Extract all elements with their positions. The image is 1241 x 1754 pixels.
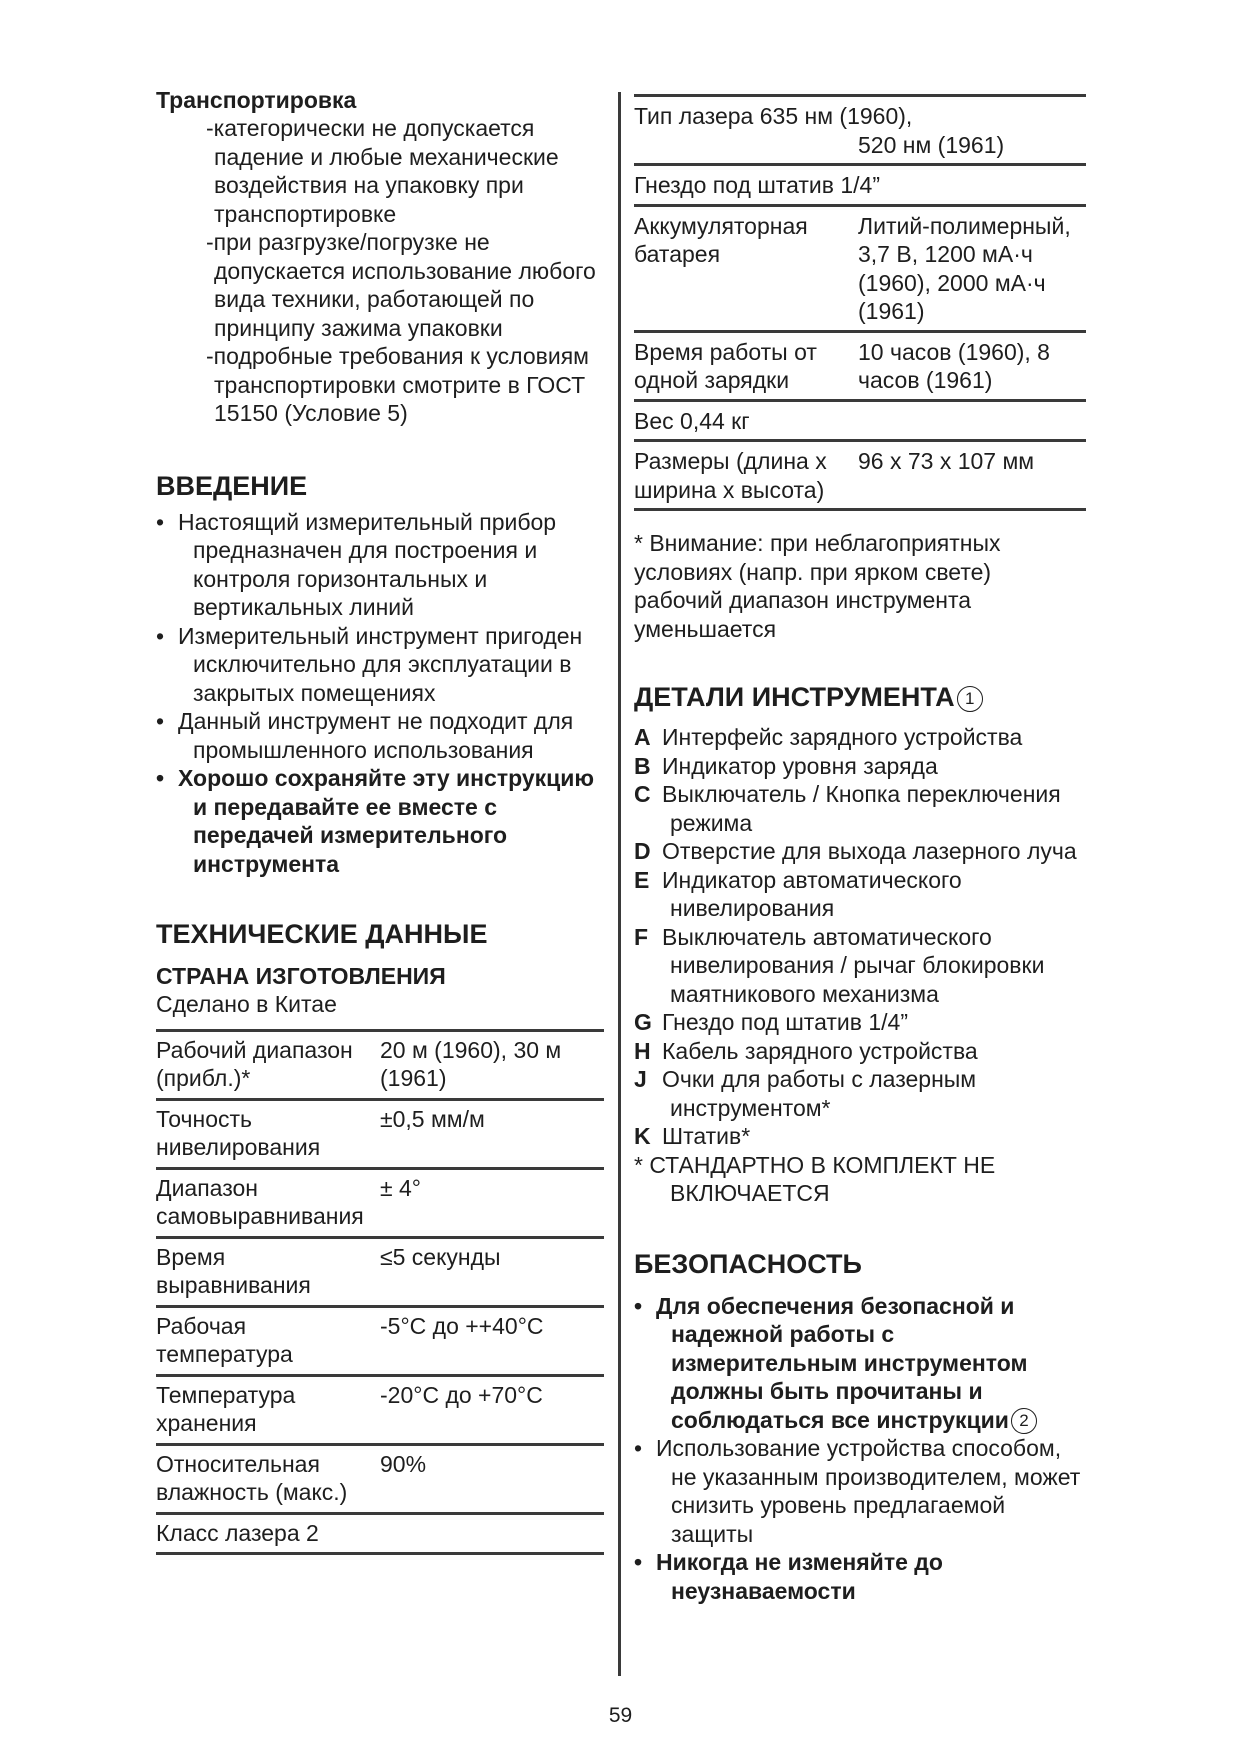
figure-ref-2: 2 xyxy=(1011,1408,1037,1434)
spec-value: ± 4° xyxy=(380,1168,604,1237)
list-item: • Никогда не изменяйте до неузнаваемости xyxy=(634,1548,1086,1605)
table-row xyxy=(156,1306,604,1375)
list-item: -категорически не допускается падение и любые механические воздействия на упаковку при транспортировке xyxy=(206,115,559,227)
list-item xyxy=(634,780,1086,837)
spec-key: Вес 0,44 кг xyxy=(634,400,1086,441)
spec-key: Рабочая температура xyxy=(156,1306,380,1375)
table-row xyxy=(634,331,1086,400)
part-text: Интерфейс зарядного устройства xyxy=(662,724,1023,750)
table-row xyxy=(156,1513,604,1554)
part-text: Индикатор автоматического нивелирования xyxy=(662,866,962,921)
parts-list xyxy=(634,723,1086,1151)
table-row xyxy=(156,1099,604,1168)
part-text: Выключатель автоматического нивелирования / рычаг блокировки маятникового механизма xyxy=(662,923,1045,1007)
spec-value: 20 м (1960), 30 м (1961) xyxy=(380,1030,604,1099)
table-row xyxy=(156,1444,604,1513)
spec-table xyxy=(156,1029,604,1556)
part-text: Гнездо под штатив 1/4” xyxy=(662,1009,908,1035)
list-item: • Данный инструмент не подходит для промышленного использования xyxy=(156,707,604,764)
range-note: * Внимание: при неблагоприятных условиях (напр. при ярком свете) рабочий диапазон инструмента уменьшается xyxy=(634,530,1001,642)
table-row xyxy=(156,1375,604,1444)
list-item xyxy=(634,1292,1086,1435)
spec-key: Рабочий диапазон (прибл.)* xyxy=(156,1030,380,1099)
list-item xyxy=(634,723,1086,752)
spec-value: Литий-полимерный, 3,7 В, 1200 мА·ч (1960), 2000 мА·ч (1961) xyxy=(858,205,1086,331)
list-item xyxy=(634,752,1086,781)
transport-title: Транспортировка xyxy=(156,87,357,113)
part-letter: G xyxy=(634,1009,652,1035)
column-divider xyxy=(618,92,621,1676)
spec-value: -20°С до +70°С xyxy=(380,1375,604,1444)
tech-title: ТЕХНИЧЕСКИЕ ДАННЫЕ xyxy=(156,919,488,949)
table-row xyxy=(634,441,1086,510)
spec-value: 96 х 73 х 107 мм xyxy=(858,441,1086,510)
spec-key: Диапазон самовыравнивания xyxy=(156,1168,380,1237)
part-letter: J xyxy=(634,1066,647,1092)
part-text: Индикатор уровня заряда xyxy=(662,752,938,779)
table-row xyxy=(156,1168,604,1237)
list-item: • Хорошо сохраняйте эту инструкцию и передавайте ее вместе с передачей измерительного инструмента xyxy=(156,764,604,878)
list-item: • Измерительный инструмент пригоден исключительно для эксплуатации в закрытых помещениях xyxy=(156,622,604,708)
parts-title-text: ДЕТАЛИ ИНСТРУМЕНТА xyxy=(634,682,955,712)
part-text: Кабель зарядного устройства xyxy=(662,1037,978,1064)
list-item: -подробные требования к условиям транспортировки смотрите в ГОСТ 15150 (Условие 5) xyxy=(206,343,589,426)
safety-title: БЕЗОПАСНОСТЬ xyxy=(634,1248,862,1279)
figure-ref-1: 1 xyxy=(957,686,983,712)
spec-value: ≤5 секунды xyxy=(380,1237,604,1306)
table-row xyxy=(634,400,1086,441)
left-column xyxy=(156,86,604,1555)
page-number: 59 xyxy=(608,1704,633,1727)
spec-key: Время работы от одной зарядки xyxy=(634,331,858,400)
spec-value: 90% xyxy=(380,1444,604,1513)
spec-key: Относительная влажность (макс.) xyxy=(156,1444,380,1513)
parts-title xyxy=(634,681,1086,713)
table-row xyxy=(156,1030,604,1099)
part-letter: K xyxy=(634,1123,651,1149)
list-item xyxy=(634,1008,1086,1037)
list-item xyxy=(634,837,1086,866)
safety-item-text: Для обеспечения безопасной и надежной работы с измерительным инструментом должны быть прочитаны и соблюдаться все инструкции xyxy=(656,1292,1028,1433)
table-row xyxy=(634,205,1086,331)
spec-value: 10 часов (1960), 8 часов (1961) xyxy=(858,331,1086,400)
list-item: • Настоящий измерительный прибор предназначен для построения и контроля горизонтальных и вертикальных линий xyxy=(156,508,604,622)
transport-list xyxy=(156,114,604,428)
part-text: Штатив* xyxy=(662,1123,751,1149)
list-item: • Использование устройства способом, не указанным производителем, может снизить уровень предлагаемой защиты xyxy=(634,1434,1086,1548)
intro-list xyxy=(156,508,604,879)
list-item xyxy=(634,1122,1086,1151)
spec-key: Аккумуляторная батарея xyxy=(634,205,858,331)
list-item xyxy=(634,1037,1086,1066)
parts-footnote: * СТАНДАРТНО В КОМПЛЕКТ НЕ ВКЛЮЧАЕТСЯ xyxy=(634,1151,996,1206)
list-item xyxy=(634,1065,1086,1122)
spec-key: Температура хранения xyxy=(156,1375,380,1444)
spec-table-continued xyxy=(634,94,1086,511)
part-letter: C xyxy=(634,781,651,807)
spec-key: Гнездо под штатив 1/4” xyxy=(634,165,1086,206)
spec-key: Размеры (длина х ширина х высота) xyxy=(634,441,858,510)
intro-title: ВВЕДЕНИЕ xyxy=(156,470,308,501)
part-text: Очки для работы с лазерным инструментом* xyxy=(662,1066,977,1121)
part-letter: H xyxy=(634,1037,651,1064)
part-letter: E xyxy=(634,866,650,893)
spec-key: Время выравнивания xyxy=(156,1237,380,1306)
part-text: Выключатель / Кнопка переключения режима xyxy=(662,781,1061,836)
spec-key: Класс лазера 2 xyxy=(156,1513,604,1554)
table-row xyxy=(634,165,1086,206)
part-letter: D xyxy=(634,838,651,864)
list-item xyxy=(634,866,1086,923)
spec-key: Тип лазера 635 нм (1960), xyxy=(634,103,913,129)
spec-value: ±0,5 мм/м xyxy=(380,1099,604,1168)
spec-value: 520 нм (1961) xyxy=(858,131,1005,158)
safety-list xyxy=(634,1292,1086,1606)
part-letter: B xyxy=(634,752,651,779)
right-column xyxy=(634,86,1086,1605)
part-text: Отверстие для выхода лазерного луча xyxy=(662,838,1077,864)
country-title: СТРАНА ИЗГОТОВЛЕНИЯ xyxy=(156,963,446,989)
table-row xyxy=(156,1237,604,1306)
spec-value: -5°С до ++40°С xyxy=(380,1306,604,1375)
list-item xyxy=(634,923,1086,1009)
part-letter: F xyxy=(634,923,649,950)
country-value: Сделано в Китае xyxy=(156,991,337,1017)
part-letter: A xyxy=(634,724,651,750)
spec-key: Точность нивелирования xyxy=(156,1099,380,1168)
table-row xyxy=(634,96,1086,165)
list-item: -при разгрузке/погрузке не допускается использование любого вида техники, работающей по принципу зажима упаковки xyxy=(206,229,596,341)
